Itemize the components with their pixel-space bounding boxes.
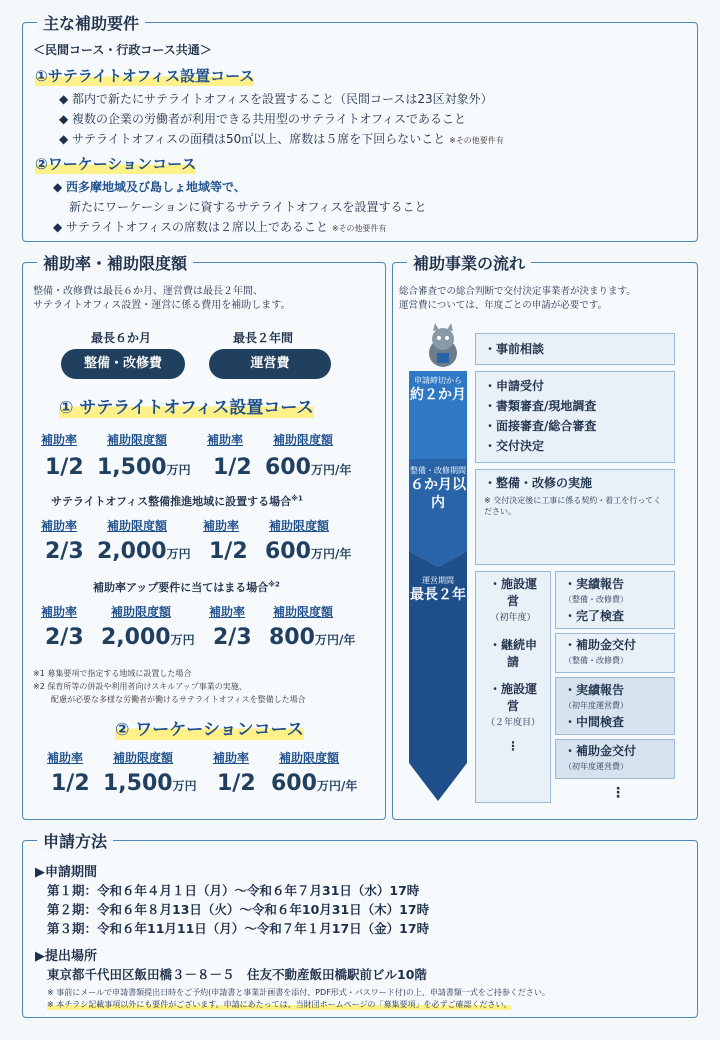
row2-rate-2: 1/2 bbox=[209, 539, 248, 564]
rates-notes: ※1 募集要項で指定する地域に設置した場合 ※2 保育所等の併設や利用者向けスキルアップ事業の実施、 配慮が必要な多様な労働者が働けるサテライトオフィスを整備した場合 bbox=[33, 669, 306, 704]
row3-rate-label-2: 補助率 bbox=[209, 605, 246, 619]
sub-heading-2: 補助率アップ要件に当てはまる場合$^{※2}$ bbox=[93, 580, 280, 594]
row4-amount-2: 600万円/年 bbox=[271, 771, 358, 796]
course2-heading: ②ワーケーションコース bbox=[35, 155, 197, 173]
requirements-title: 主な補助要件 bbox=[37, 11, 145, 34]
row3-amount-2: 800万円/年 bbox=[269, 625, 356, 650]
sub-heading-1: サテライトオフィス整備推進地域に設置する場合$^{※1}$ bbox=[51, 494, 303, 508]
row4-rate-1: 1/2 bbox=[51, 771, 90, 796]
row4-rate-2: 1/2 bbox=[217, 771, 256, 796]
row2-rate-label-1: 補助率 bbox=[41, 519, 78, 533]
row1-rate-label-1: 補助率 bbox=[41, 433, 78, 447]
step-operation-left: ・施設運営 （初年度） ・継続申請 ・施設運営 （２年度目） ⋮ bbox=[475, 571, 551, 803]
row4-amount-1: 1,500万円 bbox=[103, 771, 197, 796]
address: 東京都千代田区飯田橋３－８－５ 住友不動産飯田橋駅前ビル10階 bbox=[47, 967, 427, 982]
row4-limit-label-1: 補助限度額 bbox=[113, 751, 174, 765]
step-build: ・整備・改修の実施 ※ 交付決定後に工事に係る契約・着工を行ってください。 bbox=[475, 469, 675, 565]
place-heading: ▶提出場所 bbox=[35, 949, 97, 964]
course1-list bbox=[59, 89, 504, 151]
row2-amount-2: 600万円/年 bbox=[265, 539, 352, 564]
row3-amount-1: 2,000万円 bbox=[101, 625, 195, 650]
pill-renovation: 整備・改修費 bbox=[61, 349, 185, 379]
rates-title: 補助率・補助限度額 bbox=[37, 251, 193, 274]
row2-rate-1: 2/3 bbox=[45, 539, 84, 564]
course2-item-1b: 新たにワーケーションに資するサテライトオフィスを設置すること bbox=[69, 200, 427, 214]
step-consult: ・事前相談 bbox=[475, 333, 675, 365]
flow-section bbox=[392, 254, 698, 820]
course2-item-1: ◆ 西多摩地域及び島しょ地域等で、 bbox=[53, 180, 246, 194]
period-label-2: 最長２年間 bbox=[233, 331, 294, 345]
row3-rate-2: 2/3 bbox=[213, 625, 252, 650]
rates-course2-title: ② ワーケーションコース bbox=[115, 715, 304, 740]
rates-course1-title: ① サテライトオフィス設置コース bbox=[59, 393, 314, 418]
step-review: ・申請受付 ・書類審査/現地調査 ・面接審査/総合審査 ・交付決定 bbox=[475, 371, 675, 463]
rates-intro: 整備・改修費は最長６か月、運営費は最長２年間、 サテライトオフィス設置・運営に係る費用を補助します。 bbox=[33, 286, 291, 311]
flow-title: 補助事業の流れ bbox=[407, 251, 531, 274]
row2-limit-label-2: 補助限度額 bbox=[269, 519, 330, 533]
row1-rate-1: 1/2 bbox=[45, 455, 84, 480]
period-2: 第２期：令和６年８月13日（火）〜令和６年10月31日（木）17時 bbox=[47, 902, 430, 917]
row3-limit-label-1: 補助限度額 bbox=[111, 605, 172, 619]
period-label-1: 最長６か月 bbox=[91, 331, 152, 345]
rates-section bbox=[22, 254, 386, 820]
row1-rate-label-2: 補助率 bbox=[207, 433, 244, 447]
row1-amount-1: 1,500万円 bbox=[97, 455, 191, 480]
row2-limit-label-1: 補助限度額 bbox=[107, 519, 168, 533]
common-label: ＜民間コース・行政コース共通＞ bbox=[33, 43, 212, 57]
apply-note-2: ※ 本チラシ記載事項以外にも要件がございます。申請にあたっては、当財団ホームページの「募集要項」を必ずご確認ください。 bbox=[47, 1000, 512, 1009]
period-heading: ▶申請期間 bbox=[35, 865, 97, 880]
row2-amount-1: 2,000万円 bbox=[97, 539, 191, 564]
phase2-label: 整備・改修期間 ６か月以内 bbox=[410, 466, 466, 511]
course2-item-2: ◆ サテライトオフィスの席数は２席以上であること ※その他要件有 bbox=[53, 220, 387, 234]
step-report-1: ・実績報告 （整備・改修費） ・完了検査 bbox=[555, 571, 675, 629]
row4-rate-label-2: 補助率 bbox=[213, 751, 250, 765]
row4-rate-label-1: 補助率 bbox=[47, 751, 84, 765]
flow-ellipsis-right: ⋮ bbox=[611, 785, 625, 801]
step-report-2: ・実績報告 （初年度運営費） ・中間検査 bbox=[555, 677, 675, 735]
pill-operation: 運営費 bbox=[209, 349, 331, 379]
row2-rate-label-2: 補助率 bbox=[203, 519, 240, 533]
phase3-label: 運営期間 最長２年 bbox=[410, 576, 466, 603]
mascot-icon bbox=[421, 323, 465, 369]
row3-rate-1: 2/3 bbox=[45, 625, 84, 650]
period-3: 第３期：令和６年11月11日（月）〜令和７年１月17日（金）17時 bbox=[47, 921, 430, 936]
flow-intro: 総合審査での総合判断で交付決定事業者が決まります。 運営費については、年度ごとの申請が必要です。 bbox=[399, 286, 636, 311]
step-grant-1: ・補助金交付 （整備・改修費） bbox=[555, 633, 675, 673]
row3-limit-label-2: 補助限度額 bbox=[273, 605, 334, 619]
apply-note-1: ※ 事前にメールで申請書類提出日時をご予約(申請書と事業計画書を添付、PDF形式・パスワード付)の上、申請書類一式をご持参ください。 bbox=[47, 988, 550, 997]
row3-rate-label-1: 補助率 bbox=[41, 605, 78, 619]
course2-list bbox=[53, 177, 426, 239]
row4-limit-label-2: 補助限度額 bbox=[279, 751, 340, 765]
course1-item-3: ◆ サテライトオフィスの面積は50㎡以上、席数は５席を下回らないこと ※その他要件有 bbox=[59, 132, 504, 146]
apply-section bbox=[22, 832, 698, 1018]
period-1: 第１期：令和６年４月１日（月）〜令和６年７月31日（水）17時 bbox=[47, 883, 420, 898]
course1-item-1: ◆ 都内で新たにサテライトオフィスを設置すること（民間コースは23区対象外） bbox=[59, 92, 493, 106]
apply-title: 申請方法 bbox=[37, 829, 113, 852]
row1-amount-2: 600万円/年 bbox=[265, 455, 352, 480]
phase1-label: 申請締切から 約２か月 bbox=[410, 376, 466, 403]
course1-heading: ①サテライトオフィス設置コース bbox=[35, 67, 255, 85]
row1-limit-label-1: 補助限度額 bbox=[107, 433, 168, 447]
step-grant-2: ・補助金交付 （初年度運営費） bbox=[555, 739, 675, 779]
course1-item-2: ◆ 複数の企業の労働者が利用できる共用型のサテライトオフィスであること bbox=[59, 112, 467, 126]
row1-rate-2: 1/2 bbox=[213, 455, 252, 480]
period-list bbox=[47, 881, 429, 938]
requirements-section bbox=[22, 14, 698, 242]
row1-limit-label-2: 補助限度額 bbox=[273, 433, 334, 447]
